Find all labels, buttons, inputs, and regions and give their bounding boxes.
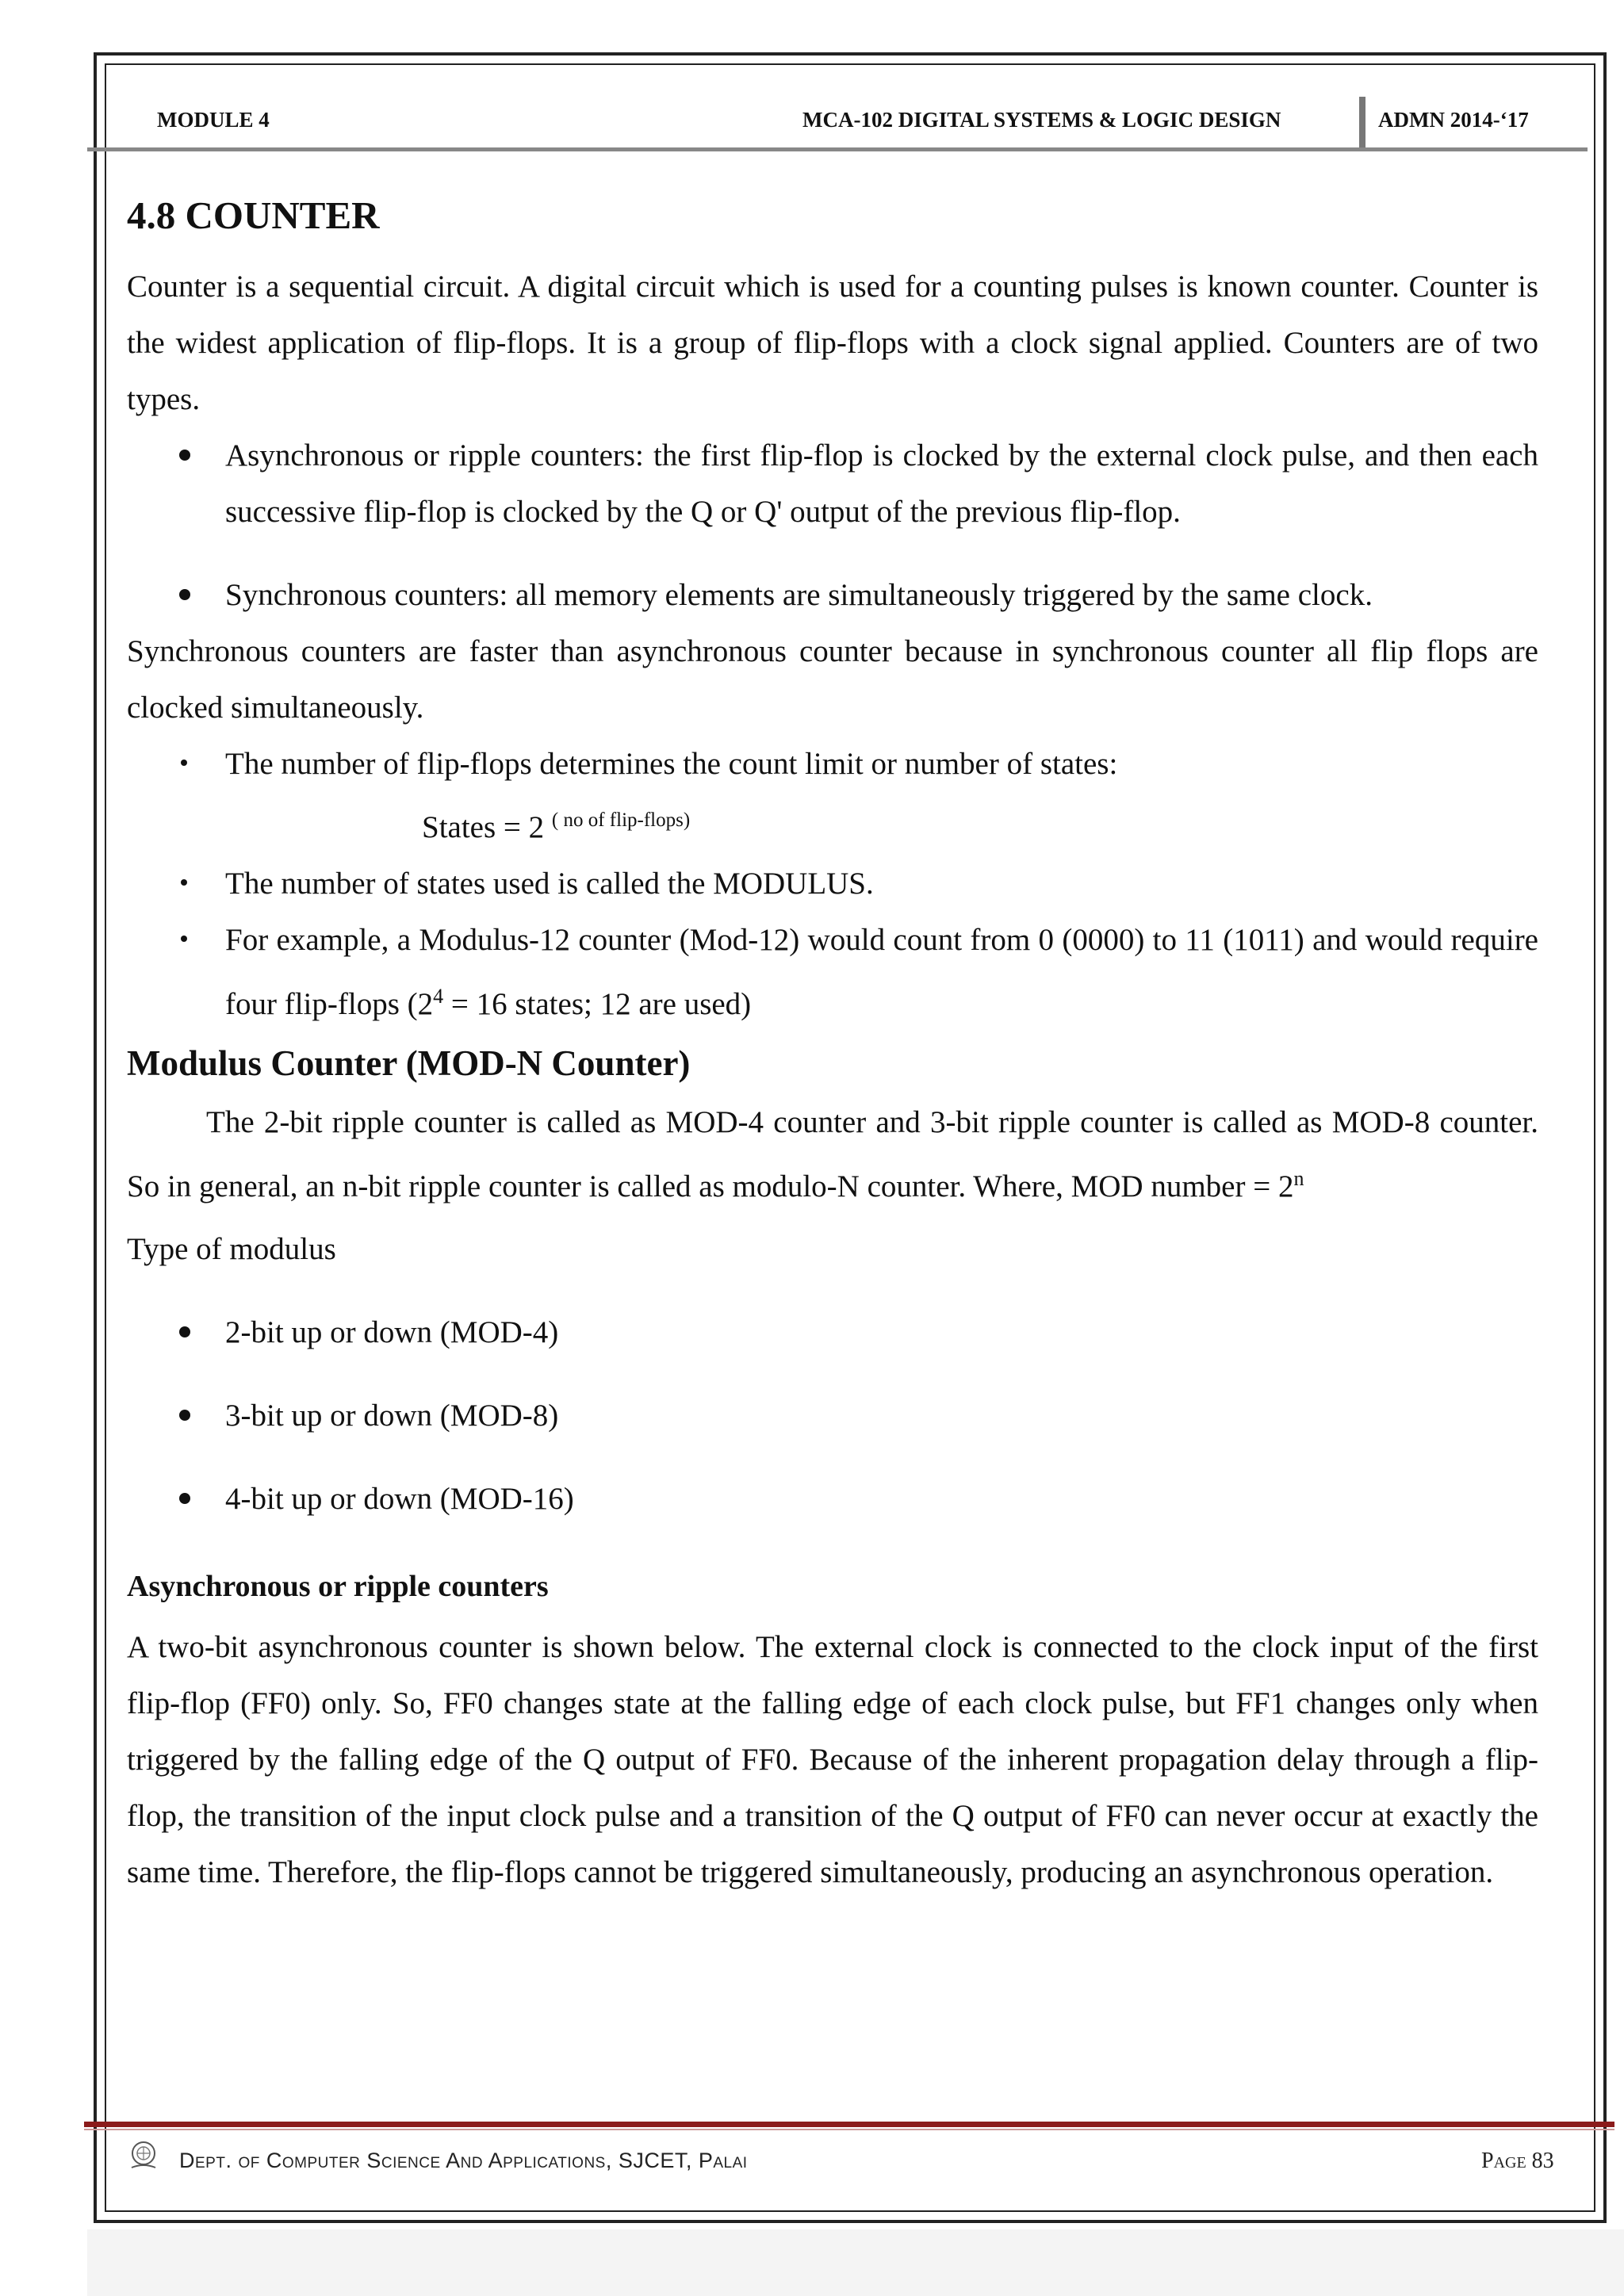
footer-rule bbox=[84, 2122, 1614, 2127]
sync-note-paragraph: Synchronous counters are faster than asynchronous counter because in synchronous counter all flip flops are clocked simultaneously. bbox=[127, 634, 1538, 725]
college-seal-icon bbox=[127, 2139, 160, 2172]
header-rule bbox=[87, 147, 1588, 151]
footer-page-number: Page 83 bbox=[1481, 2149, 1554, 2173]
list-item: 4-bit up or down (MOD-16) bbox=[127, 1471, 1538, 1527]
bullet-icon bbox=[179, 1493, 190, 1504]
section-title: 4.8 COUNTER bbox=[127, 193, 380, 237]
type-label: Type of modulus bbox=[127, 1232, 336, 1266]
list-item: The number of flip-flops determines the count limit or number of states: bbox=[127, 736, 1538, 792]
list-item: 3-bit up or down (MOD-8) bbox=[127, 1387, 1538, 1444]
bullet-icon bbox=[179, 1410, 190, 1421]
counter-types-list bbox=[127, 427, 1538, 623]
list-item: Asynchronous or ripple counters: the first flip-flop is clocked by the external clock pulse, and then each successive flip-flop is clocked by the Q or Q' output of the previous flip-flop. bbox=[127, 427, 1538, 540]
bottom-shade bbox=[87, 2229, 1624, 2296]
points-list-cont bbox=[127, 855, 1538, 1032]
states-formula: States = 2 $^{( no of flip-flops)}$ bbox=[422, 809, 691, 844]
header-module: MODULE 4 bbox=[157, 108, 270, 132]
list-item: 2-bit up or down (MOD-4) bbox=[127, 1304, 1538, 1360]
bullet-icon bbox=[181, 879, 187, 886]
header-admn: ADMN 2014-‘17 bbox=[1378, 108, 1529, 132]
intro-paragraph: Counter is a sequential circuit. A digital circuit which is used for a counting pulses is known counter. Counter is the widest application of flip-flops. It is a group of flip-flops with a clock signal applied. Counters are of two types. bbox=[127, 270, 1538, 416]
modulus-types-list bbox=[127, 1304, 1538, 1527]
page-content bbox=[127, 187, 1538, 1900]
list-item: Synchronous counters: all memory elements are simultaneously triggered by the same clock. bbox=[127, 567, 1538, 623]
bullet-icon bbox=[179, 450, 190, 461]
async-paragraph: A two-bit asynchronous counter is shown below. The external clock is connected to the clock input of the first flip-flop (FF0) only. So, FF0 changes state at the falling edge of each clock pulse, but FF1 changes only when triggered by the falling edge of the Q output of FF0. Because of the inherent propagation delay through a flip-flop, the transition of the input clock pulse and a transition of the Q output of FF0 can never occur at exactly the same time. Therefore, the flip-flops cannot be triggered simultaneously, producing an asynchronous operation. bbox=[127, 1630, 1538, 1889]
footer-rule-thin bbox=[84, 2129, 1614, 2130]
footer-department: Dept. of Computer Science And Applications, SJCET, Palai bbox=[179, 2149, 748, 2172]
modulus-title: Modulus Counter (MOD-N Counter) bbox=[127, 1043, 691, 1083]
points-list bbox=[127, 736, 1538, 792]
bullet-icon bbox=[179, 589, 190, 600]
list-item: For example, a Modulus-12 counter (Mod-12) would count from 0 (0000) to 11 (1011) and would require four flip-flops ($2^4 = 16$ states; 12 are used) bbox=[127, 912, 1538, 1032]
bullet-icon bbox=[179, 1326, 190, 1337]
header-course: MCA-102 DIGITAL SYSTEMS & LOGIC DESIGN bbox=[802, 108, 1281, 132]
header-separator bbox=[1359, 97, 1365, 149]
bullet-icon bbox=[181, 760, 187, 766]
bullet-icon bbox=[181, 936, 187, 942]
modulus-paragraph: The 2-bit ripple counter is called as MOD-4 counter and 3-bit ripple counter is called as MOD-8 counter. So in general, an n-bit ripple counter is called as modulo-N counter. Where, MOD number = $2^n$ bbox=[127, 1105, 1538, 1203]
async-title: Asynchronous or ripple counters bbox=[127, 1570, 549, 1603]
list-item: The number of states used is called the MODULUS. bbox=[127, 855, 1538, 912]
